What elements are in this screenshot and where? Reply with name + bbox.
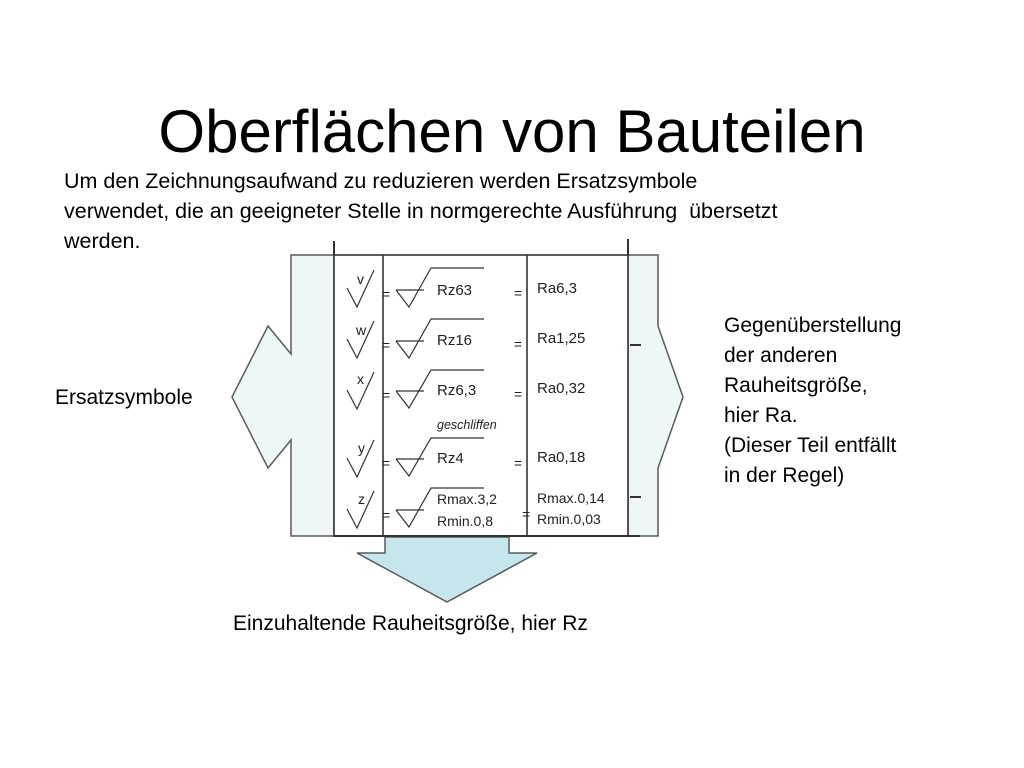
rz-value: Rmax.3,2 bbox=[437, 491, 497, 507]
label-rauheitsgroesse: Einzuhaltende Rauheitsgröße, hier Rz bbox=[233, 612, 588, 635]
equals-sign: = bbox=[514, 285, 523, 301]
label-line: (Dieser Teil entfällt bbox=[724, 434, 897, 457]
row-letter: x bbox=[357, 371, 364, 387]
equals-sign: = bbox=[514, 386, 523, 402]
equals-sign: = bbox=[514, 455, 523, 471]
right-arrow-shape bbox=[628, 255, 683, 536]
ra-value: Ra1,25 bbox=[537, 330, 586, 347]
rz-value-secondary: Rmin.0,8 bbox=[437, 513, 494, 529]
equals-sign: = bbox=[522, 506, 531, 522]
label-line: Gegenüberstellung bbox=[724, 314, 902, 337]
note-geschliffen: geschliffen bbox=[437, 418, 497, 432]
row-letter: w bbox=[356, 322, 367, 338]
equals-sign: = bbox=[382, 387, 391, 403]
ra-value: Rmax.0,14 bbox=[537, 490, 605, 506]
rz-value: Rz6,3 bbox=[437, 382, 477, 399]
ra-value: Ra0,18 bbox=[537, 449, 586, 466]
label-line: Rauheitsgröße, bbox=[724, 374, 868, 397]
equals-sign: = bbox=[382, 286, 391, 302]
equals-sign: = bbox=[382, 337, 391, 353]
equals-sign: = bbox=[382, 455, 391, 471]
equals-sign: = bbox=[514, 336, 523, 352]
row-letter: v bbox=[357, 271, 364, 287]
ra-value: Ra0,32 bbox=[537, 380, 586, 397]
down-arrow-shape bbox=[357, 537, 537, 602]
left-arrow-shape bbox=[232, 255, 334, 536]
intro-line: werden. bbox=[64, 229, 141, 253]
ra-value: Ra6,3 bbox=[537, 280, 578, 297]
label-line: in der Regel) bbox=[724, 464, 845, 487]
label-ersatzsymbole: Ersatzsymbole bbox=[55, 386, 193, 409]
slide-title: Oberflächen von Bauteilen bbox=[158, 98, 866, 166]
rz-value: Rz63 bbox=[437, 282, 473, 299]
intro-line: verwendet, die an geeigneter Stelle in normgerechte Ausführung übersetzt bbox=[64, 199, 778, 223]
rz-value: Rz4 bbox=[437, 450, 464, 467]
rz-value: Rz16 bbox=[437, 332, 473, 349]
intro-line: Um den Zeichnungsaufwand zu reduzieren werden Ersatzsymbole bbox=[64, 169, 698, 193]
label-line: hier Ra. bbox=[724, 404, 798, 427]
label-gegenueberstellung bbox=[724, 311, 901, 491]
label-line: der anderen bbox=[724, 344, 838, 367]
ra-value-secondary: Rmin.0,03 bbox=[537, 511, 601, 527]
row-letter: y bbox=[358, 440, 365, 456]
equals-sign: = bbox=[382, 507, 391, 523]
row-letter: z bbox=[358, 491, 365, 507]
